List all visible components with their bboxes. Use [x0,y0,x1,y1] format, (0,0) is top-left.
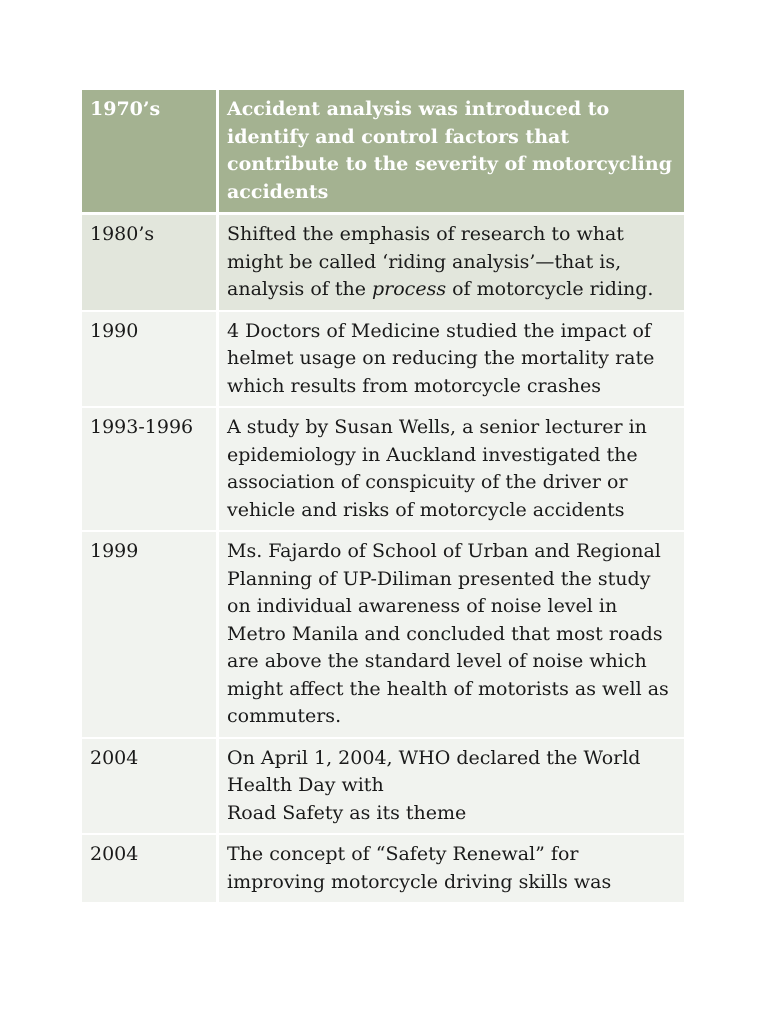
description-cell [218,214,685,311]
description-text: Road Safety as its theme [227,801,467,824]
description-text: On April 1, 2004, WHO declared the World Health Day with [227,746,641,796]
table-header-row [82,90,684,214]
description-cell: 4 Doctors of Medicine studied the impact of helmet usage on reducing the mortality rate which results from motorcycle crashes [218,311,685,408]
description-cell: A study by Susan Wells, a senior lecturer in epidemiology in Auckland investigated the association of conspicuity of the driver or vehicle and risks of motorcycle accidents [218,407,685,531]
description-cell: The concept of “Safety Renewal” for improving motorcycle driving skills was [218,834,685,903]
table-row [82,531,684,738]
table-row [82,834,684,903]
header-year-cell: 1970’s [82,90,218,214]
table-row [82,311,684,408]
year-cell: 2004 [82,834,218,903]
year-cell: 1980’s [82,214,218,311]
description-text: Shifted the emphasis of research to what might be called ‘riding analysis’—that is, analysis of the [227,223,624,300]
year-cell: 2004 [82,738,218,835]
description-cell: Ms. Fajardo of School of Urban and Regional Planning of UP-Diliman presented the study on individual awareness of noise level in Metro Manila and concluded that most roads are above the standard level of noise which might affect the health of motorists as well as commuters. [218,531,685,738]
year-cell: 1993-1996 [82,407,218,531]
table-row [82,738,684,835]
timeline-table [82,90,684,904]
table-row [82,407,684,531]
table-row [82,214,684,311]
description-cell [218,738,685,835]
year-cell: 1999 [82,531,218,738]
year-cell: 1990 [82,311,218,408]
emphasis-text: process [372,278,447,300]
header-description-cell: Accident analysis was introduced to identify and control factors that contribute to the severity of motorcycling accidents [218,90,685,214]
description-text: of motorcycle riding. [446,278,654,300]
